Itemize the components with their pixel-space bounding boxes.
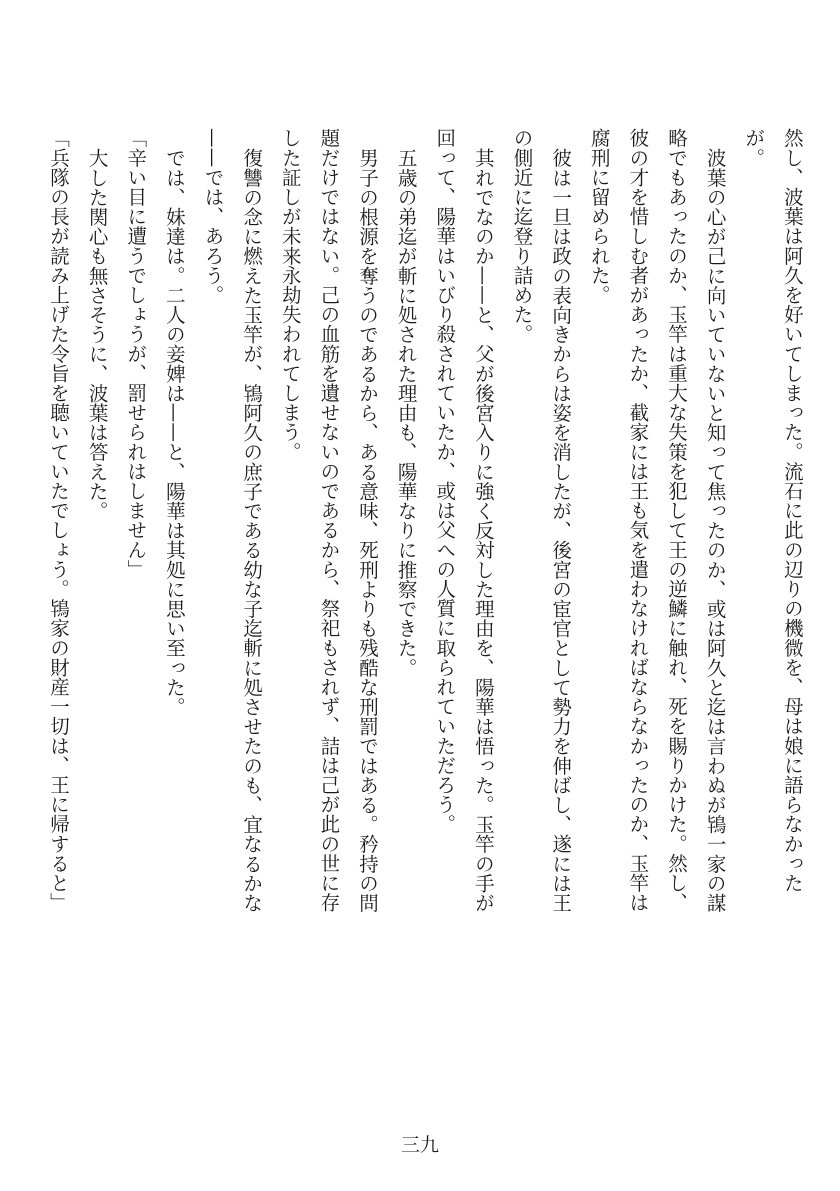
body-text bbox=[40, 128, 810, 1008]
text-line: 彼の才を惜しむ者があったか、截家には王も気を遣わなければならなかったのか、玉竿は bbox=[626, 128, 650, 912]
text-line: 五歳の弟迄が斬に処された理由も、陽華なりに推察できた。 bbox=[394, 148, 418, 678]
text-line: ——では、あろう。 bbox=[201, 128, 225, 305]
text-line: 腐刑に留められた。 bbox=[587, 128, 611, 305]
text-line: 大した関心も無さそうに、波葉は答えた。 bbox=[85, 148, 109, 521]
text-line: が。 bbox=[742, 128, 766, 168]
text-line: 男子の根源を奪うのであるから、ある意味、死刑よりも残酷な刑罰ではある。矜持の問 bbox=[356, 148, 379, 913]
text-line: 略でもあったのか、玉竿は重大な失策を犯して王の逆鱗に触れ、死を賜りかけた。然し、 bbox=[665, 128, 688, 912]
text-line: 彼は一旦は政の表向きからは姿を消したが、後宮の宦官として勢力を伸ばし、遂には王 bbox=[549, 148, 573, 913]
text-line: 復讐の念に燃えた玉竿が、鴇阿久の庶子である幼な子迄斬に処させたのも、宜なるかな bbox=[240, 148, 264, 913]
page-number: 三九 bbox=[400, 1134, 439, 1156]
text-line: 題だけではない。己の血筋を遺せないのであるから、祭祀もされず、詰は己が此の世に存 bbox=[317, 128, 341, 912]
text-line: 「兵隊の長が読み上げた令旨を聴いていたでしょう。鴇家の財産一切は、王に帰すると」 bbox=[47, 128, 70, 912]
text-line: の側近に迄登り詰めた。 bbox=[510, 128, 534, 344]
text-line: した証しが未来永劫失われてしまう。 bbox=[278, 128, 302, 462]
text-line: 然し、波葉は阿久を好いてしまった。流石に此の辺りの機微を、母は娘に語らなかった bbox=[780, 128, 804, 893]
text-line: では、妹達は。二人の妾婢は——と、陽華は其処に思い至った。 bbox=[162, 148, 186, 717]
text-line: 回って、陽華はいびり殺されていたか、或は父への人質に取られていただろう。 bbox=[433, 128, 457, 834]
text-line: 其れでなのか——と、父が後宮入りに強く反対した理由を、陽華は悟った。玉竿の手が bbox=[471, 148, 495, 913]
text-line: 「辛い目に遭うでしょうが、罰せられはしません」 bbox=[124, 128, 148, 579]
text-line: 波葉の心が己に向いていないと知って焦ったのか、或は阿久と迄は言わぬが鴇一家の謀 bbox=[703, 148, 727, 913]
